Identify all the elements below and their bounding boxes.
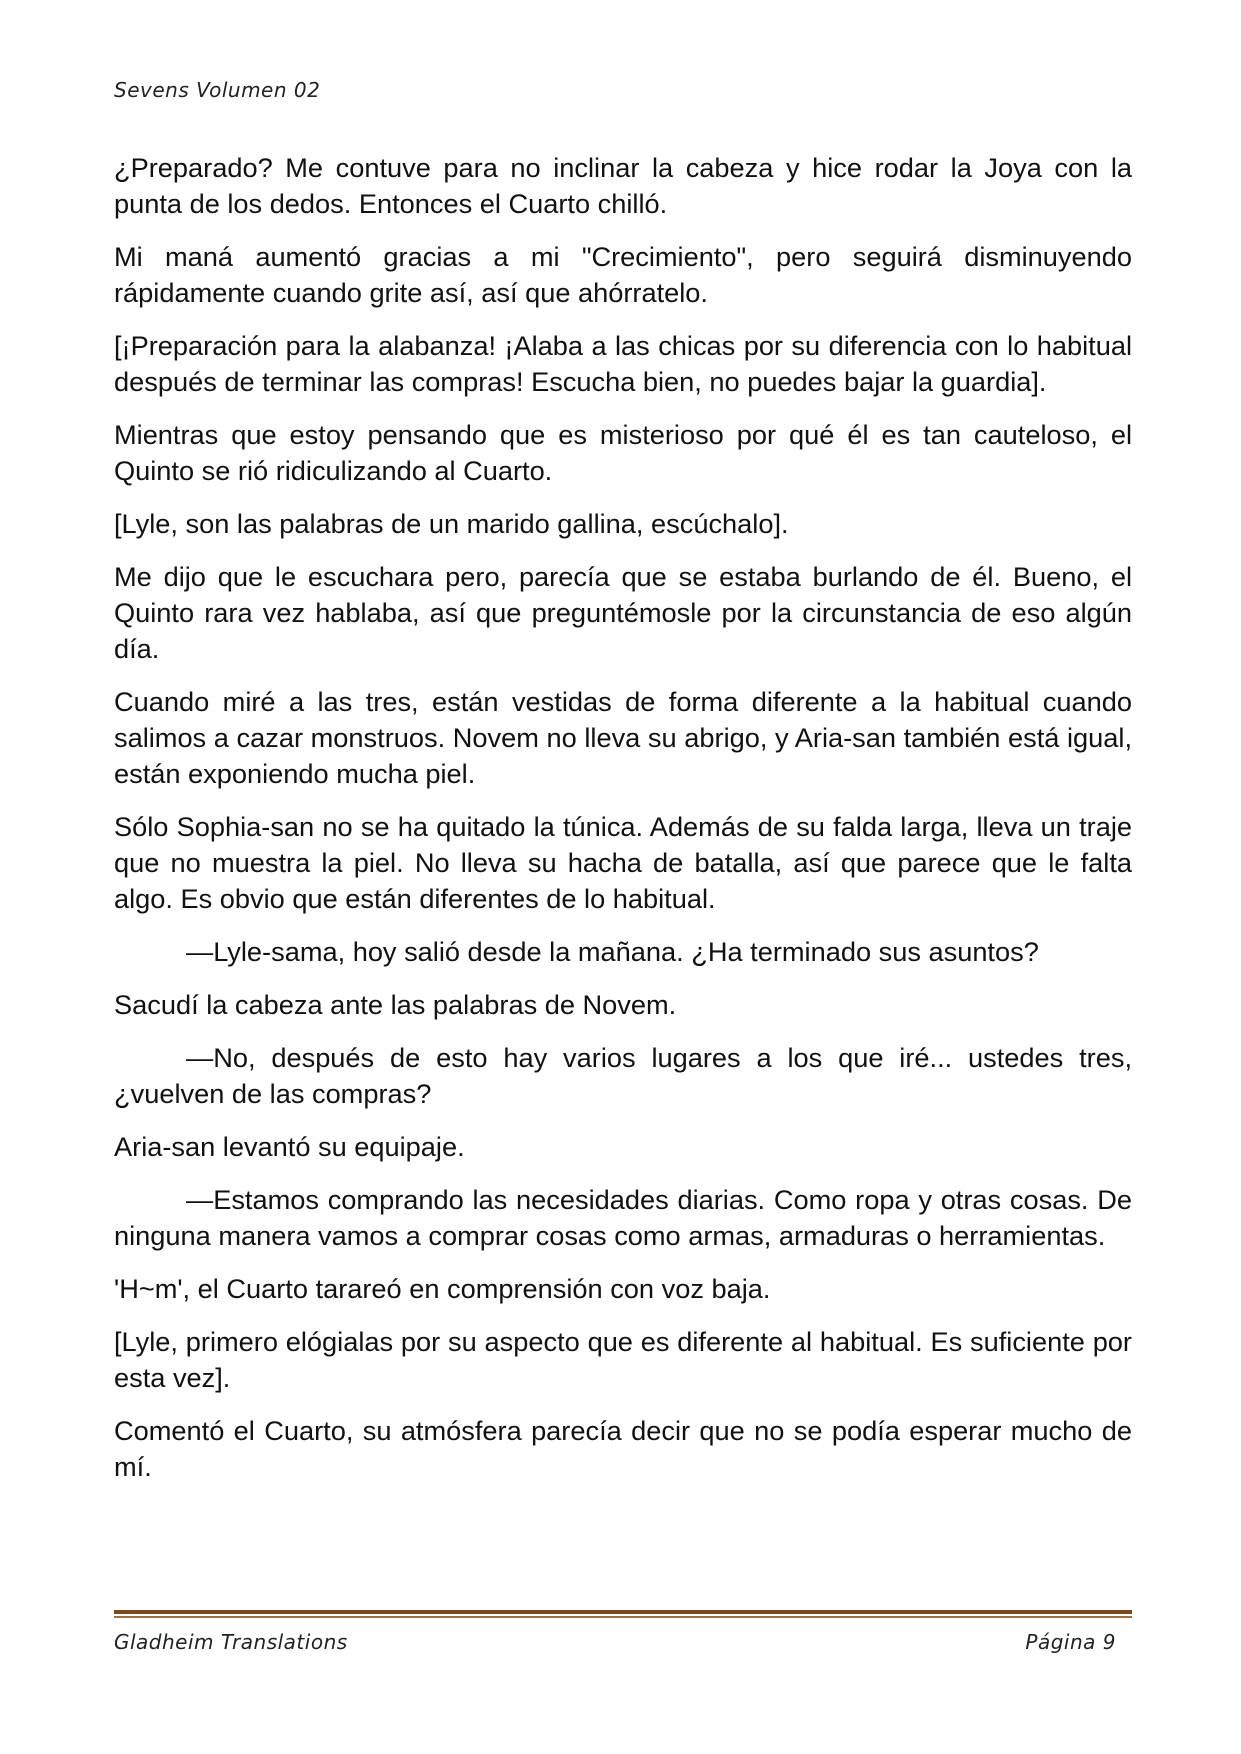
page-number: Página 9 bbox=[1025, 1630, 1116, 1654]
paragraph: ¿Preparado? Me contuve para no inclinar la cabeza y hice rodar la Joya con la punta de los dedos. Entonces el Cuarto chilló. bbox=[114, 152, 1132, 219]
dialog-paragraph: —Estamos comprando las necesidades diarias. Como ropa y otras cosas. De ninguna manera vamos a comprar cosas como armas, armaduras o herramientas. bbox=[114, 1184, 1132, 1251]
paragraph: Sacudí la cabeza ante las palabras de Novem. bbox=[114, 989, 677, 1020]
dialog-paragraph: —Lyle-sama, hoy salió desde la mañana. ¿Ha terminado sus asuntos? bbox=[186, 936, 1039, 967]
paragraph: [¡Preparación para la alabanza! ¡Alaba a las chicas por su diferencia con lo habitual después de terminar las compras! Escucha bien, no puedes bajar la guardia]. bbox=[114, 330, 1132, 397]
paragraph: Me dijo que le escuchara pero, parecía que se estaba burlando de él. Bueno, el Quinto rara vez hablaba, así que preguntémosle por la circunstancia de eso algún día. bbox=[114, 561, 1132, 664]
paragraph: 'H~m', el Cuarto tarareó en comprensión con voz baja. bbox=[114, 1273, 771, 1304]
footer-publisher: Gladheim Translations bbox=[114, 1630, 348, 1654]
paragraph: Comentó el Cuarto, su atmósfera parecía decir que no se podía esperar mucho de mí. bbox=[114, 1415, 1132, 1482]
paragraph: [Lyle, son las palabras de un marido gallina, escúchalo]. bbox=[114, 508, 789, 539]
paragraph: Sólo Sophia-san no se ha quitado la túnica. Además de su falda larga, lleva un traje que no muestra la piel. No lleva su hacha de batalla, así que parece que le falta algo. Es obvio que están diferentes de lo habitual. bbox=[114, 811, 1132, 914]
paragraph: [Lyle, primero elógialas por su aspecto que es diferente al habitual. Es suficiente por esta vez]. bbox=[114, 1326, 1132, 1393]
running-header: Sevens Volumen 02 bbox=[114, 78, 321, 102]
footer-divider bbox=[114, 1610, 1132, 1618]
paragraph: Cuando miré a las tres, están vestidas de forma diferente a la habitual cuando salimos a cazar monstruos. Novem no lleva su abrigo, y Aria-san también está igual, están exponiendo mucha piel. bbox=[114, 686, 1132, 789]
paragraph: Mi maná aumentó gracias a mi "Crecimiento", pero seguirá disminuyendo rápidamente cuando grite así, así que ahórratelo. bbox=[114, 241, 1132, 308]
page-body bbox=[114, 150, 1132, 1502]
paragraph: Aria-san levantó su equipaje. bbox=[114, 1131, 465, 1162]
paragraph: Mientras que estoy pensando que es misterioso por qué él es tan cauteloso, el Quinto se rió ridiculizando al Cuarto. bbox=[114, 419, 1132, 486]
dialog-paragraph: —No, después de esto hay varios lugares a los que iré... ustedes tres, ¿vuelven de las compras? bbox=[114, 1042, 1132, 1109]
